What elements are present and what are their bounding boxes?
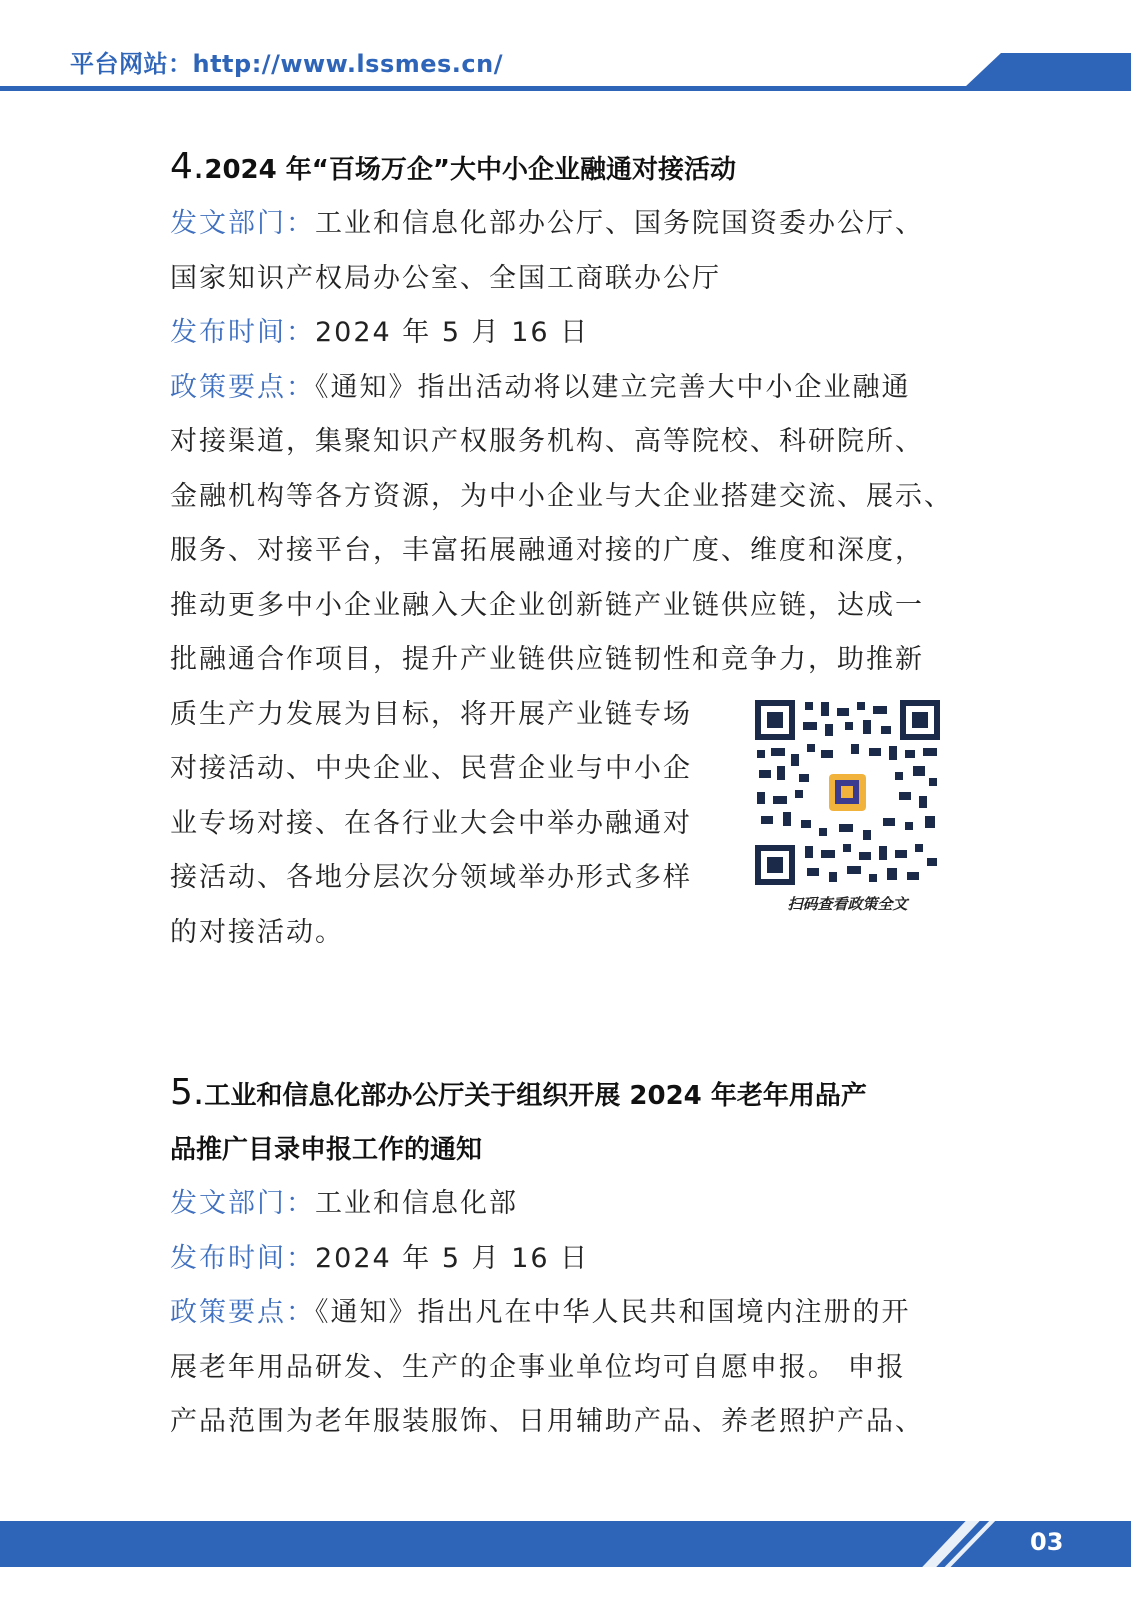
section-4-number: 4. (170, 146, 205, 187)
date-label: 发布时间： (170, 1242, 315, 1274)
platform-website-label: 平台网站：http://www.lssmes.cn/ (70, 50, 503, 78)
section-4-points-line: 接活动、各地分层次分领域举办形式多样 (170, 862, 692, 893)
section-4-points-line: 质生产力发展为目标，将开展产业链专场 (170, 698, 692, 730)
section-5-title (170, 1066, 960, 1123)
section-4-dept-line1 (170, 197, 960, 252)
section-5-points-line: 产品范围为老年服装服饰、日用辅助产品、养老照护产品、 (170, 1406, 924, 1437)
points-text: 《通知》指出凡在中华人民共和国境内注册的开 (315, 1297, 911, 1328)
section-5-dept (170, 1177, 960, 1232)
section-5-points-line: 展老年用品研发、生产的企事业单位均可自愿申报。 申报 (170, 1351, 906, 1383)
section-4-points-line: 推动更多中小企业融入大企业创新链产业链供应链，达成一 (170, 589, 924, 621)
qr-code-icon[interactable] (755, 700, 940, 885)
page-number: 03 (1030, 1528, 1064, 1556)
points-label: 政策要点： (170, 1297, 315, 1328)
section-5-points-line (170, 1286, 960, 1341)
header-rule (0, 86, 1131, 91)
section-4-points-line: 对接渠道，集聚知识产权服务机构、高等院校、科研院所、 (170, 426, 924, 457)
section-4-title-text: 2024 年“百场万企”大中小企业融通对接活动 (204, 155, 736, 185)
section-4-points-line: 金融机构等各方资源，为中小企业与大企业搭建交流、展示、 (170, 480, 953, 512)
section-4-dept-line2: 国家知识产权局办公室、全国工商联办公厅 (170, 262, 721, 294)
date-value: 2024 年 5 月 16 日 (315, 317, 590, 348)
footer-stripes-decoration (880, 1510, 1000, 1580)
dept-label: 发文部门： (170, 208, 315, 239)
dept-label: 发文部门： (170, 1188, 315, 1219)
section-4-title (170, 140, 960, 197)
section-4-date (170, 306, 960, 361)
date-value: 2024 年 5 月 16 日 (315, 1242, 590, 1274)
points-text: 《通知》指出活动将以建立完善大中小企业融通 (315, 371, 911, 403)
dept-value: 工业和信息化部 (315, 1188, 518, 1219)
section-5-title-line1: 工业和信息化部办公厅关于组织开展 2024 年老年用品产 (204, 1081, 867, 1111)
date-label: 发布时间： (170, 317, 315, 348)
section-5-title-line2: 品推广目录申报工作的通知 (170, 1135, 483, 1165)
qr-caption: 扫码查看政策全文 (787, 895, 908, 913)
section-5-date (170, 1232, 960, 1287)
header-accent-tab (965, 53, 1131, 87)
section-4-points-line: 业专场对接、在各行业大会中举办融通对 (170, 807, 692, 839)
section-4-points-line: 对接活动、中央企业、民营企业与中小企 (170, 753, 692, 784)
qr-code-block (755, 700, 945, 914)
policy-section-5 (170, 1066, 960, 1450)
points-label: 政策要点： (170, 371, 315, 403)
section-4-points-line (170, 361, 960, 416)
page-header (0, 0, 1131, 100)
section-4-points-line: 的对接活动。 (170, 916, 344, 948)
section-4-points-line: 服务、对接平台，丰富拓展融通对接的广度、维度和深度， (170, 535, 924, 566)
section-4-points-line: 批融通合作项目，提升产业链供应链韧性和竞争力，助推新 (170, 644, 924, 675)
section-5-number: 5. (170, 1072, 205, 1113)
dept-value: 工业和信息化部办公厅、国务院国资委办公厅、 (315, 208, 924, 239)
